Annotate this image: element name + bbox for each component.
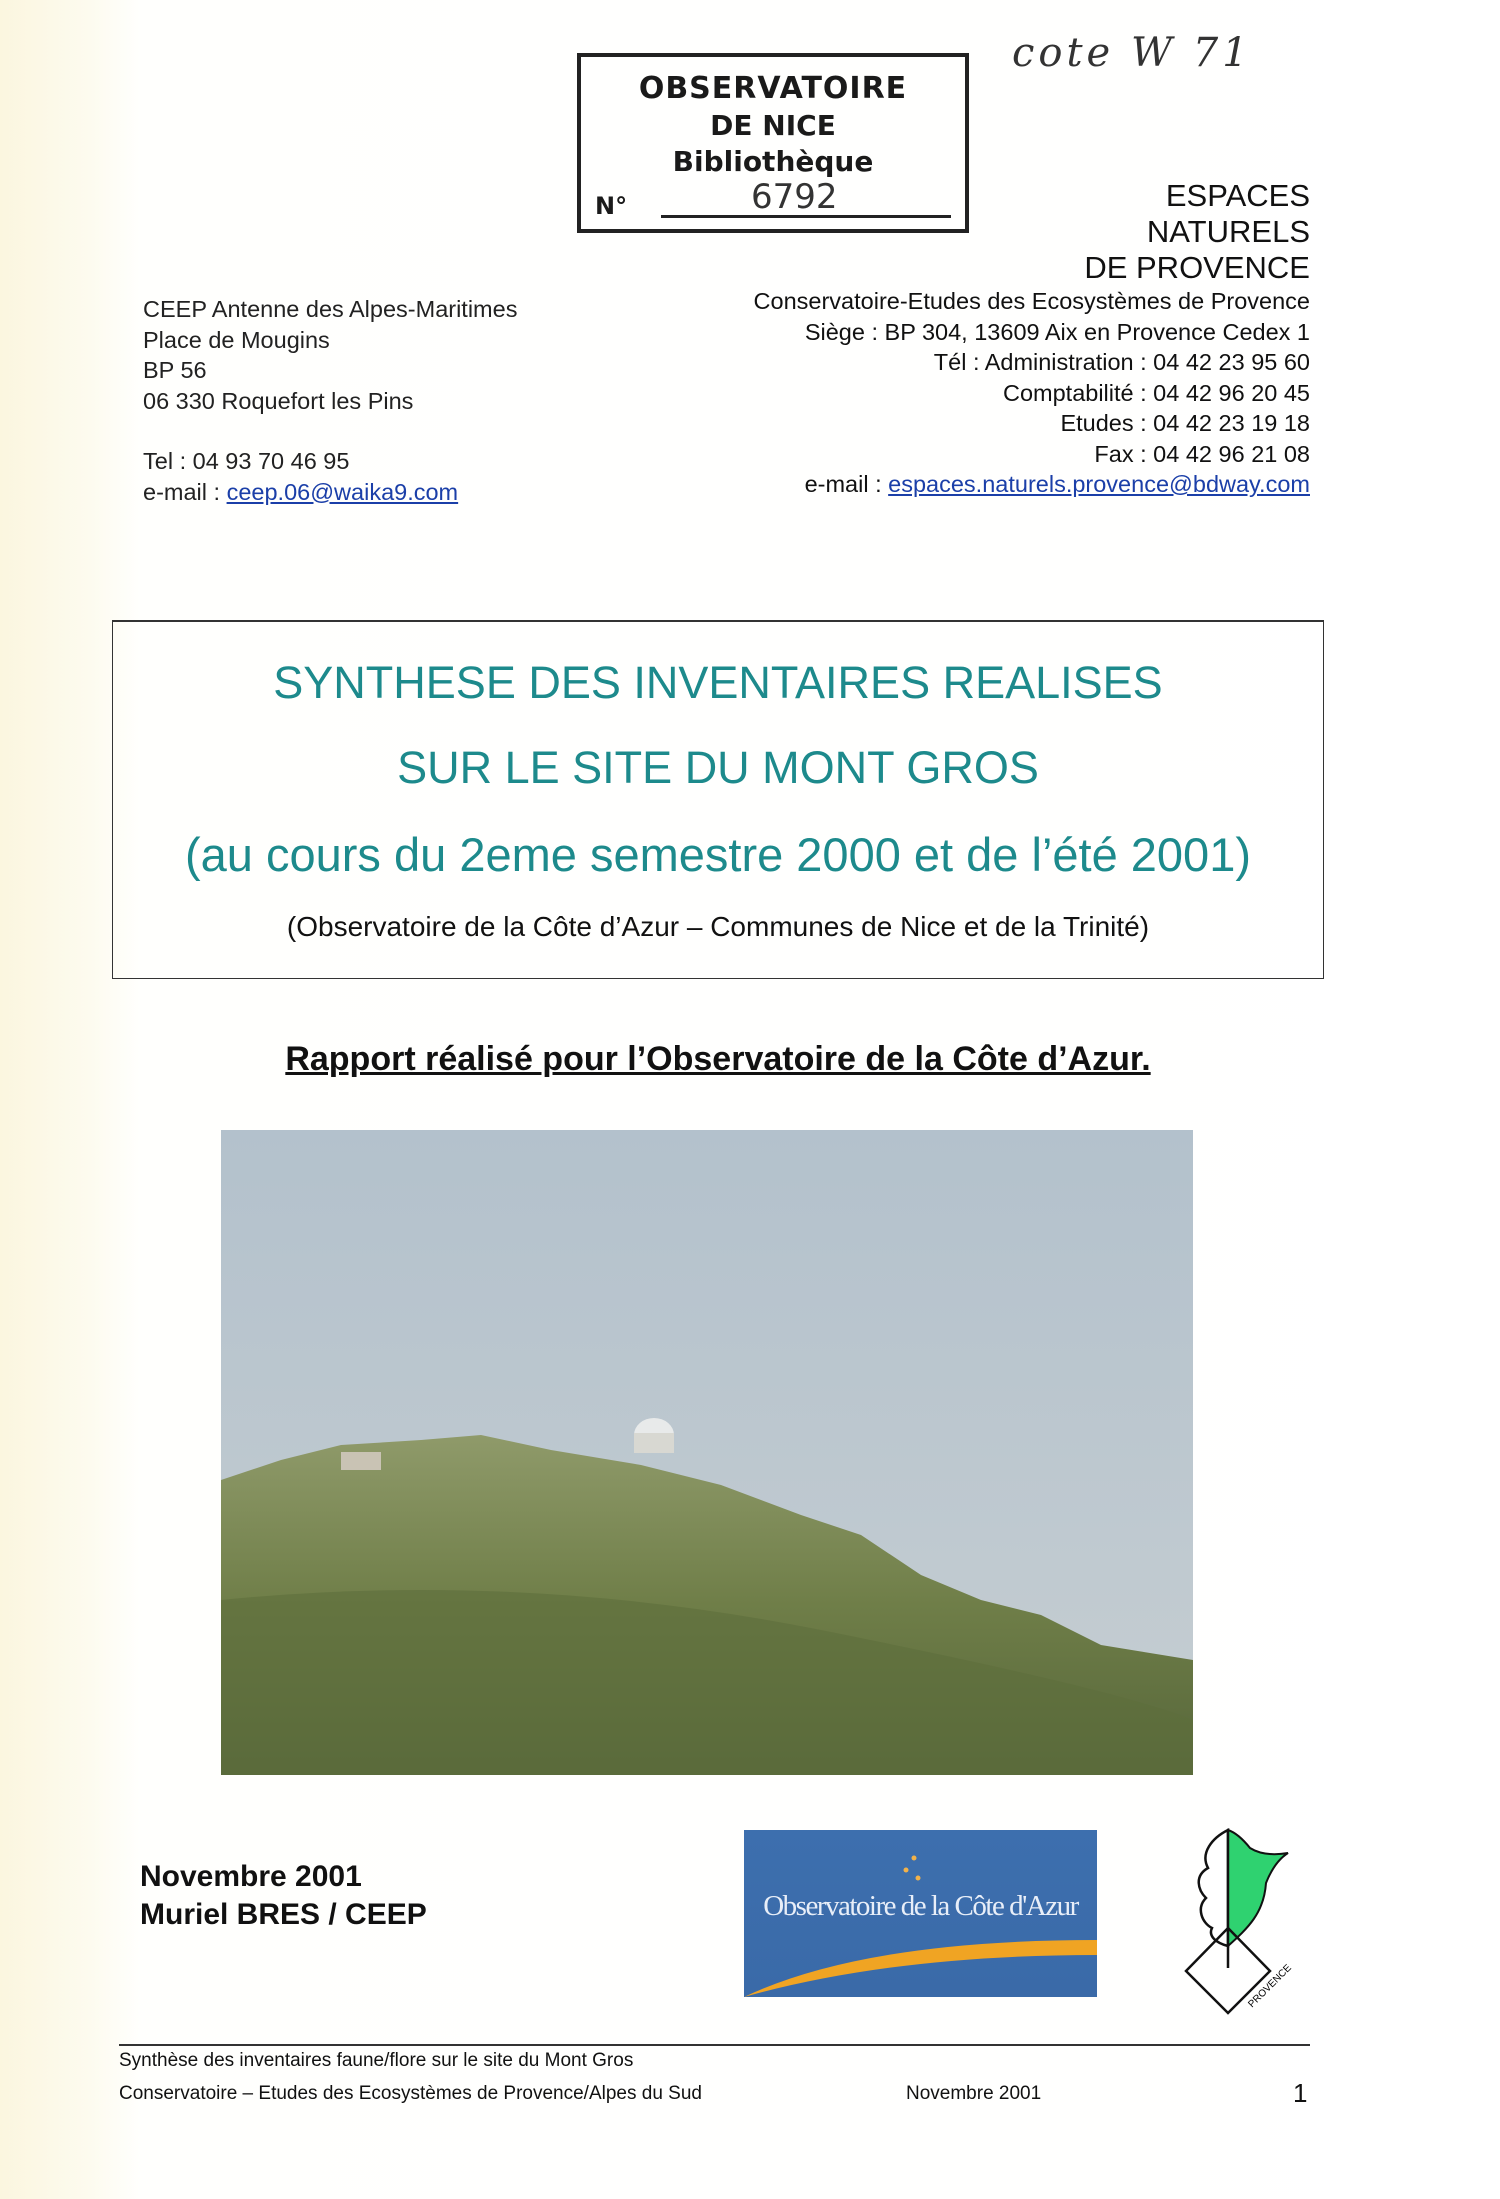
antenne-tel: Tel : 04 93 70 46 95 (143, 448, 350, 474)
stamp-number-label: N° (595, 192, 628, 220)
author-block (140, 1858, 427, 1934)
title-line-1: SYNTHESE DES INVENTAIRES REALISES (273, 657, 1163, 708)
organization-name (1084, 178, 1310, 286)
org-siege: Siège : BP 304, 13609 Aix en Provence Cedex 1 (804, 318, 1310, 345)
stamp-line-2: DE NICE (710, 109, 836, 142)
antenne-email-link[interactable]: ceep.06@waika9.com (226, 478, 459, 505)
footer-divider (119, 2044, 1310, 2046)
title-subtitle: (Observatoire de la Côte d’Azur – Communes de Nice et de la Trinité) (286, 911, 1150, 942)
report-for: Rapport réalisé pour l’Observatoire de la Côte d’Azur. (285, 1040, 1151, 1078)
org-name-line: ESPACES (1165, 178, 1310, 213)
antenne-address: BP 56 (143, 357, 207, 383)
antenne-email-row (143, 477, 517, 508)
library-stamp (577, 53, 969, 233)
oca-logo-text: Observatoire de la Côte d'Azur (763, 1890, 1078, 1922)
author-name: Muriel BRES / CEEP (140, 1898, 427, 1931)
email-label: e-mail : (804, 471, 889, 497)
page-number: 1 (1293, 2078, 1308, 2108)
oca-logo (744, 1830, 1097, 1997)
org-comptabilite: Comptabilité : 04 42 96 20 45 (1002, 379, 1310, 406)
org-name-line: DE PROVENCE (1084, 250, 1310, 285)
email-label: e-mail : (143, 478, 227, 505)
antenne-name: CEEP Antenne des Alpes-Maritimes (143, 296, 518, 322)
handwritten-note: cote W 71 (1012, 30, 1252, 76)
report-date: Novembre 2001 (140, 1860, 362, 1893)
antenne-contact (143, 294, 517, 507)
org-email-row (754, 469, 1310, 500)
org-tel: Tél : Administration : 04 42 23 95 60 (933, 349, 1310, 375)
org-etudes: Etudes : 04 42 23 19 18 (1060, 410, 1310, 436)
ceep-leaf-logo (1160, 1828, 1296, 2018)
mont-gros-photo (221, 1130, 1193, 1775)
organization-contact (754, 286, 1310, 500)
stamp-line-3: Bibliothèque (672, 145, 874, 178)
org-name-line: NATURELS (1146, 214, 1310, 249)
title-line-2: SUR LE SITE DU MONT GROS (397, 742, 1039, 793)
org-full-name: Conservatoire-Etudes des Ecosystèmes de Provence (753, 288, 1310, 314)
footer-organization: Conservatoire – Etudes des Ecosystèmes de Provence/Alpes du Sud (119, 2083, 702, 2104)
title-line-3: (au cours du 2eme semestre 2000 et de l’été 2001) (185, 828, 1251, 881)
org-email-link[interactable]: espaces.naturels.provence@bdway.com (888, 471, 1310, 497)
stamp-number: 6792 (751, 177, 838, 217)
stamp-line-1: OBSERVATOIRE (638, 71, 908, 106)
footer-date: Novembre 2001 (906, 2083, 1042, 2104)
ceep-logo-text: PROVENCE (1246, 1962, 1294, 2011)
footer-title: Synthèse des inventaires faune/flore sur le site du Mont Gros (119, 2050, 634, 2071)
antenne-address: Place de Mougins (143, 326, 330, 353)
org-fax: Fax : 04 42 96 21 08 (1094, 440, 1310, 467)
stamp-underline (661, 215, 951, 218)
antenne-address: 06 330 Roquefort les Pins (143, 387, 414, 414)
